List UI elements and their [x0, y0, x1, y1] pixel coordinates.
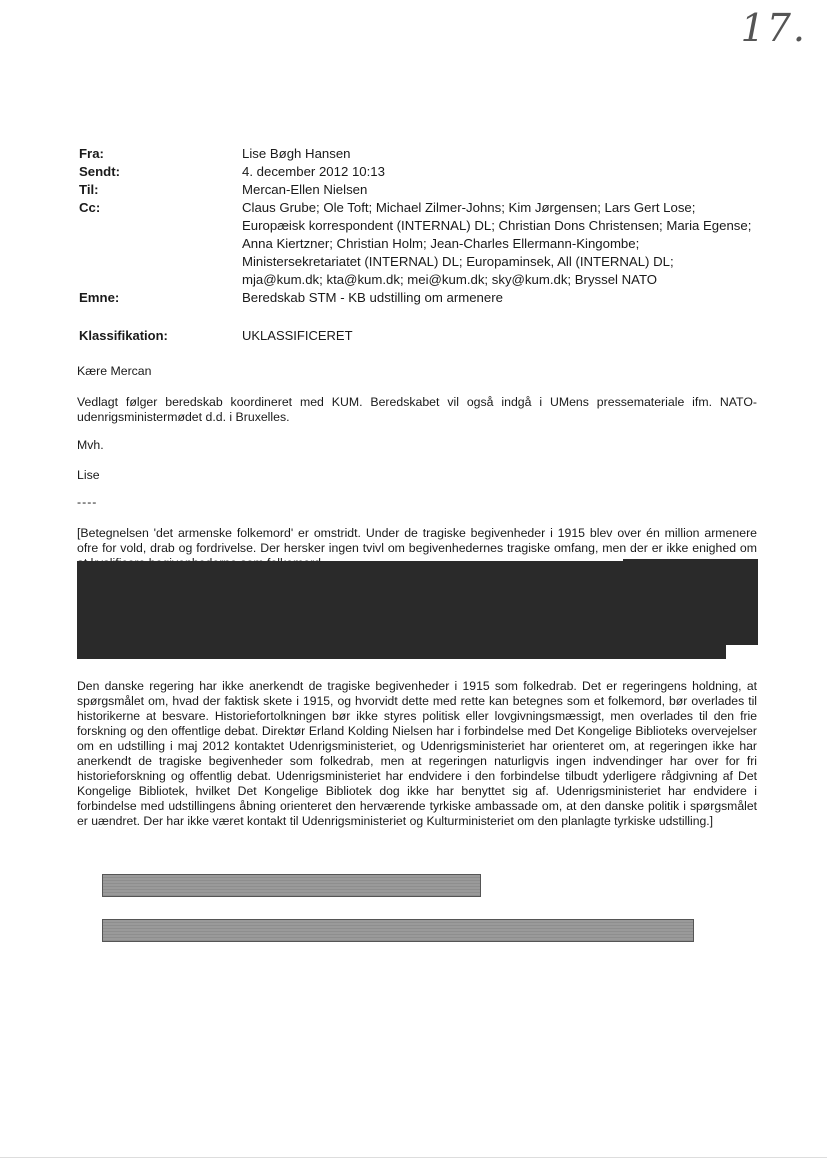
closing: Mvh. — [77, 438, 104, 452]
to-row — [79, 181, 779, 199]
separator: ---- — [77, 495, 98, 509]
cc-line: Ministersekretariatet (INTERNAL) DL; Europaminsek, All (INTERNAL) DL; — [242, 254, 674, 269]
cc-value — [242, 199, 779, 289]
cc-line: Europæisk korrespondent (INTERNAL) DL; Christian Dons Christensen; Maria Egense; — [242, 218, 752, 233]
classification-value: UKLASSIFICERET — [242, 328, 353, 343]
cc-line: Claus Grube; Ole Toft; Michael Zilmer-Johns; Kim Jørgensen; Lars Gert Lose; — [242, 200, 696, 215]
subject-row — [79, 289, 779, 307]
from-label: Fra: — [79, 146, 104, 161]
greeting: Kære Mercan — [77, 364, 152, 378]
page-number: 17. — [740, 6, 807, 50]
classification-row — [79, 328, 353, 343]
subject-value: Beredskab STM - KB udstilling om armenere — [242, 290, 503, 305]
sent-row — [79, 163, 779, 181]
classification-label: Klassifikation: — [79, 328, 168, 343]
email-header — [79, 145, 779, 307]
page-edge — [0, 1157, 827, 1158]
from-value: Lise Bøgh Hansen — [242, 146, 351, 161]
redaction-block — [77, 561, 726, 659]
cc-row — [79, 199, 779, 289]
to-value: Mercan-Ellen Nielsen — [242, 182, 368, 197]
quoted-statement: [Betegnelsen 'det armenske folkemord' er omstridt. Under de tragiske begivenheder i 1915 blev over én million armenere ofre for vold, drab og fordrivelse. Der hersker ingen tvivl om begivenhedernes tragiske omfang, men der er ikke enighed om — [77, 526, 757, 555]
sent-value: 4. december 2012 10:13 — [242, 164, 385, 179]
redaction-bar — [102, 874, 481, 897]
cc-line: Anna Kiertzner; Christian Holm; Jean-Charles Ellermann-Kingombe; — [242, 236, 640, 251]
from-row — [79, 145, 779, 163]
signature: Lise — [77, 468, 100, 482]
to-label: Til: — [79, 182, 99, 197]
subject-label: Emne: — [79, 290, 120, 305]
cc-label: Cc: — [79, 200, 101, 215]
redaction-bar — [102, 919, 694, 942]
cc-line: mja@kum.dk; kta@kum.dk; mei@kum.dk; sky@kum.dk; Bryssel NATO — [242, 272, 658, 287]
body-paragraph-2: Den danske regering har ikke anerkendt de tragiske begivenheder i 1915 som folkedrab. Det er regeringens holdning, at spørgsmålet om, hvad der faktisk skete i 1915, og hvorvidt dette med rette kan betegnes som et folkemord, bør overlades til historikerne at besvare. Historiefortolkningen bør ikke styres politisk eller lovgivningsmæssigt, men overlades til den frie forskning og den offentlige debat. Direktør Erland Kolding Nielsen har i forbindelse med Det Kongelige Biblioteks overvejelser om en udstilling i maj 2012 kontaktet Udenrigsministeriet, og Udenrigsministeriet har orienteret om, at regeringen ikke har anerkendt de tragiske begivenheder som folkedrab, men at regeringen naturligvis ingen indvendinger har over for fri historieforskning og offentlig debat. Udenrigsministeriet har endvidere i den forbindelse tilbudt yderligere rådgivning af Det Kongelige Bibliotek, hvilket Det Kongelige Bibliotek dog ikke har benyttet sig af. Udenrigsministeriet har endvidere i forbindelse med udstillingens åbning orienteret den herværende tyrkiske ambassade om, at den danske politik i spørgsmålet er uændret. Der har ikke været kontakt til Udenrigsministeriet og Kulturministeriet om den planlagte tyrkiske udstilling.] — [77, 679, 757, 828]
body-paragraph: Vedlagt følger beredskab koordineret med KUM. Beredskabet vil også indgå i UMens pressemateriale ifm. NATO-udenrigsministermødet d.d. i Bruxelles. — [77, 395, 757, 424]
sent-label: Sendt: — [79, 164, 121, 179]
